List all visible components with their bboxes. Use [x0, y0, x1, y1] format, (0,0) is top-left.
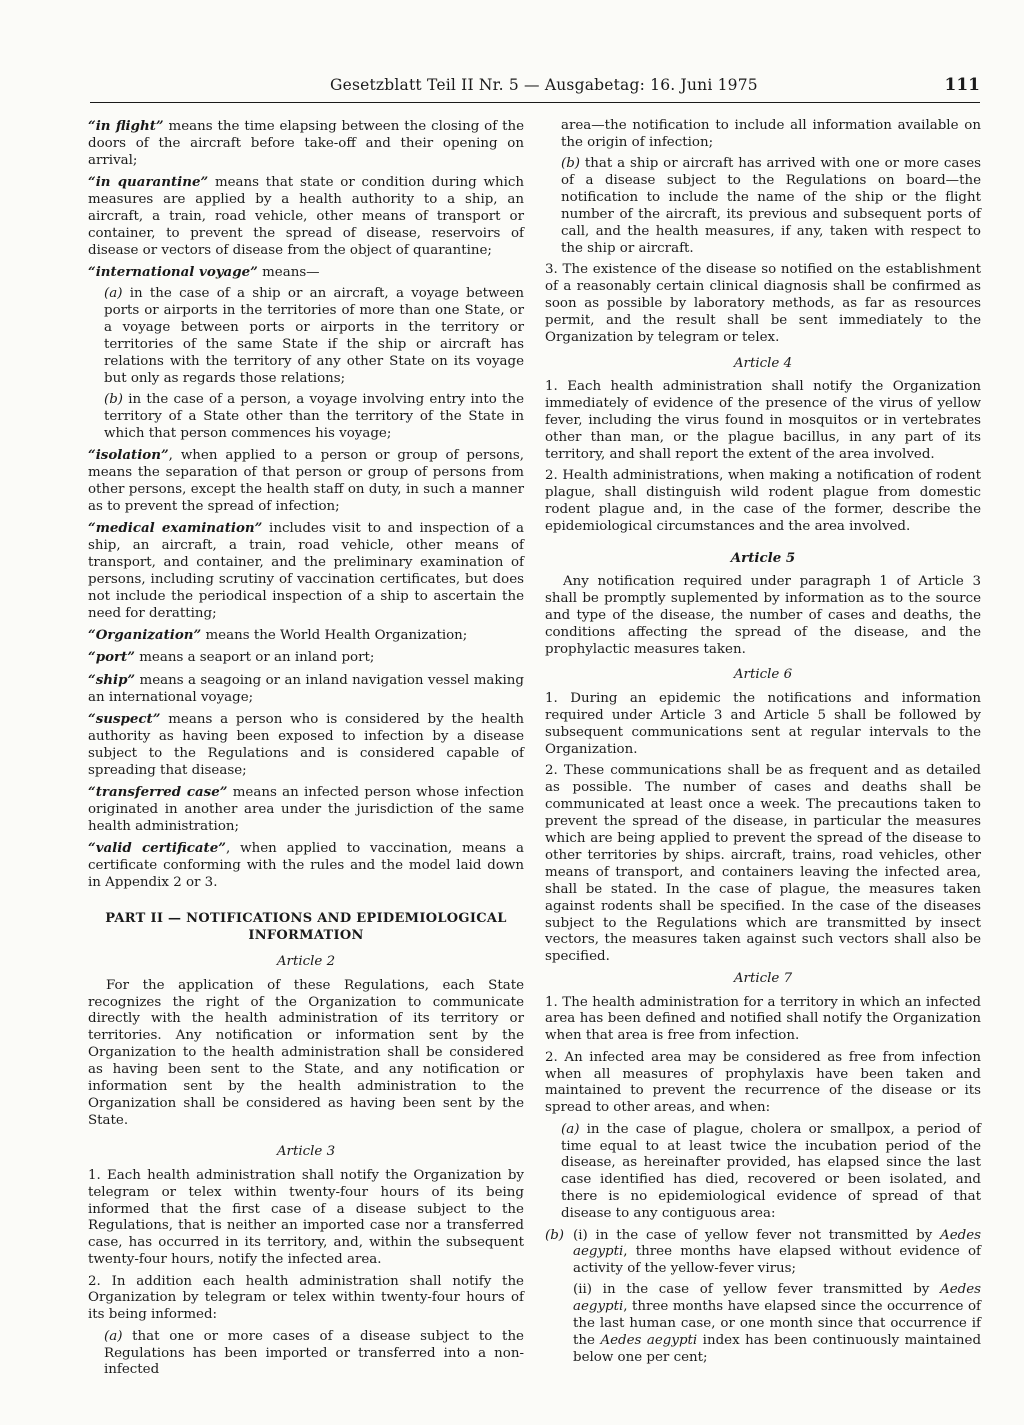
species-name: Aedes aegypti: [600, 1332, 698, 1348]
clause-text: that a ship or aircraft has arrived with one or more cases of a disease subject to the Regulations on board—the notification to include the name of the ship or the flight number of the aircraft, its previous and subsequent ports of call, and the health measures, if any, taken with respect to the ship or aircraft.: [561, 156, 981, 256]
article-heading: Article 6: [733, 667, 793, 683]
article-heading: Article 5: [730, 550, 796, 567]
article-heading: Article 3: [276, 1143, 336, 1159]
definition-text: means the time elapsing between the closing of the doors of the aircraft before take-off and their opening on arrival;: [88, 119, 525, 168]
definition-text: means a person who is considered by the health authority as having been exposed to infection by a disease subject to the Regulations and is considered capable of spreading that disease;: [88, 711, 524, 778]
definition-text: , when applied to a person or group of persons, means the separation of that person or group of persons from other persons, except the health staff on duty, in such a manner as to prevent the spread of infection;: [88, 448, 524, 514]
species-name: Aedes aegypti: [573, 1282, 981, 1315]
definition-term: “transferred case”: [88, 783, 228, 800]
definition-in-quarantine: [88, 174, 524, 260]
clause-text: in the case of a person, a voyage involving entry into the territory of a State other than the territory of the State in which that person commences his voyage;: [104, 392, 524, 441]
clause-label: (a): [561, 1121, 580, 1137]
definition-term: “in quarantine”: [88, 174, 209, 191]
sub-clause-text: (ii) in the case of yellow fever transmitted by: [573, 1282, 941, 1298]
clause-label: (b): [561, 156, 581, 172]
definition-port: [88, 649, 524, 667]
article-paragraph: Any notification required under paragraph 1 of Article 3 shall be promptly suplemented by information as to the source and type of the disease, the number of cases and deaths, the conditions affecting the spread of the disease, and the prophylactic measures taken.: [545, 573, 981, 657]
definition-transferred-case: [88, 784, 524, 836]
sub-clause-text: , three months have elapsed without evidence of activity of the yellow-fever virus;: [573, 1244, 981, 1277]
sub-clause-ii: [573, 1282, 981, 1367]
gazette-title: Gesetzblatt Teil II Nr. 5 — Ausgabetag: 16. Juni 1975: [330, 76, 758, 94]
voyage-clause-a: [88, 286, 524, 387]
article-clause-b: [545, 1228, 981, 1371]
article-paragraph: 2. An infected area may be considered as free from infection when all measures of prophylaxis have been taken and maintained to prevent the recurrence of the disease or its spread to other areas, and when:: [545, 1049, 981, 1116]
article-paragraph: For the application of these Regulations, each State recognizes the right of the Organization to communicate directly with the health administration of its territory or territories. Any notification or information sent by the Organization to the health administration shall be considered as having been sent to the State, and any notification or information sent by the health administration to the Organization shall be considered as having been sent by the State.: [88, 977, 524, 1128]
voyage-clause-b: [88, 392, 524, 443]
definition-text: means a seagoing or an inland navigation vessel making an international voyage;: [88, 672, 524, 705]
article-heading: Article 2: [276, 953, 336, 969]
article-clause-continued: area—the notification to include all information available on the origin of infection;: [561, 118, 981, 150]
definition-text: , when applied to vaccination, means a certificate conforming with the rules and the model laid down in Appendix 2 or 3.: [88, 841, 524, 890]
definition-organization: [88, 627, 524, 645]
definition-valid-certificate: [88, 840, 524, 892]
definition-text: means that state or condition during which measures are applied by a health authority to a ship, an aircraft, a train, road vehicle, other means of transport or container, to prevent the spread of disease, reservoirs of disease or vectors of disease from the object of quarantine;: [88, 175, 524, 258]
clause-text: that one or more cases of a disease subject to the Regulations has been imported or transferred into a non-infected: [104, 1328, 524, 1378]
page-header: [90, 72, 980, 103]
definition-term: “in flight”: [88, 118, 164, 134]
definition-text: means a seaport or an inland port;: [134, 650, 375, 666]
definition-isolation: [88, 447, 524, 516]
definition-medical-examination: [88, 520, 524, 622]
definition-term: “ship”: [88, 671, 136, 688]
definition-ship: [88, 672, 524, 707]
definition-term: “international voyage”: [88, 264, 258, 281]
article-paragraph: 3. The existence of the disease so notified on the establishment of a reasonably certain clinical diagnosis shall be confirmed as soon as possible by laboratory methods, as far as resources permit, and the result shall be sent immediately to the Organization by telegram or telex.: [545, 262, 981, 345]
article-heading: Article 4: [733, 355, 793, 371]
clause-label: (b): [104, 392, 124, 408]
clause-label: (a): [104, 1328, 123, 1344]
article-paragraph: 2. Health administrations, when making a notification of rodent plague, shall distinguish wild rodent plague from domestic rodent plague and, in the case of the former, describe the epidemiological circumstances and the area involved.: [545, 468, 981, 535]
left-column: [88, 118, 524, 1384]
definition-term: “medical examination”: [88, 520, 263, 537]
article-paragraph: 1. Each health administration shall notify the Organization by telegram or telex within twenty-four hours of its being informed that the first case of a disease subject to the Regulations, that is neither an imported case nor a transferred case, has occurred in its territory, and, within the subsequent twenty-four hours, notify the infected area.: [88, 1167, 524, 1268]
definition-international-voyage: [88, 264, 524, 282]
article-paragraph: 1. The health administration for a territory in which an infected area has been defined and notified shall notify the Organization when that area is free from infection.: [545, 994, 981, 1044]
definition-text: means—: [257, 265, 320, 281]
definition-text: means the World Health Organization;: [201, 628, 468, 644]
clause-text: in the case of a ship or an aircraft, a voyage between ports or airports in the territories of more than one State, or a voyage between ports or airports in the territory or territories of the same State if the ship or aircraft has relations with the territory of any other State on its voyage but only as regards those relations;: [104, 286, 524, 386]
article-paragraph: 1. During an epidemic the notifications and information required under Article 3 and Article 5 shall be followed by subsequent communications sent at regular intervals to the Organization.: [545, 691, 981, 758]
definition-suspect: [88, 711, 524, 780]
article-clause: [88, 1329, 524, 1380]
article-clause: [545, 156, 981, 257]
definition-term: “isolation”: [88, 447, 169, 464]
article-paragraph: 2. These communications shall be as frequent and as detailed as possible. The number of cases and deaths shall be communicated at least once a week. The precautions taken to prevent the spread of the disease, in particular the measures which are being applied to prevent the spread of the disease to other territories by ships. aircraft, trains, road vehicles, other means of transport, and containers leaving the infected area, shall be stated. In the case of plague, the measures taken against rodents shall be specified. In the case of the diseases subject to the Regulations which are transmitted by insect vectors, the measures taken against such vectors shall also be specified.: [545, 763, 981, 965]
clause-text: in the case of plague, cholera or smallpox, a period of time equal to at least twice the incubation period of the disease, as hereinafter provided, has elapsed since the last case identified has died, recovered or been isolated, and there is no epidemiological evidence of spread of that disease to any contiguous area:: [561, 1121, 981, 1222]
species-name: Aedes aegypti: [573, 1227, 981, 1260]
article-paragraph: 2. In addition each health administration shall notify the Organization by telegram or telex within twenty-four hours of its being informed:: [88, 1273, 524, 1323]
sub-clause-i: [573, 1228, 981, 1279]
sub-clause-text: , three months have elapsed since the occurrence of the last human case, or one month since that occurrence if the: [573, 1299, 981, 1348]
article-heading: Article 7: [733, 970, 793, 986]
clause-label: (a): [104, 286, 123, 302]
sub-clause-text: index has been continuously maintained below one per cent;: [573, 1332, 982, 1365]
page-number: 111: [944, 75, 980, 95]
definition-term: “port”: [88, 649, 135, 666]
definition-in-flight: [88, 118, 524, 170]
definition-text: means an infected person whose infection originated in another area under the jurisdiction of the same health administration;: [88, 784, 524, 834]
clause-label: (b): [545, 1227, 565, 1243]
right-column: [545, 118, 981, 1371]
definition-text: includes visit to and inspection of a ship, an aircraft, a train, road vehicle, other means of transport, and container, and the preliminary examination of persons, including scrutiny of vaccination certificates, but does not include the periodical inspection of a ship to ascertain the need for deratting;: [88, 521, 524, 621]
part-heading: PART II — NOTIFICATIONS AND EPIDEMIOLOGICAL INFORMATION: [105, 910, 507, 943]
article-paragraph: 1. Each health administration shall notify the Organization immediately of evidence of the presence of the virus of yellow fever, including the virus found in mosquitos or in vertebrates other than man, or the plague bacillus, in any part of its territory, and shall report the extent of the area involved.: [545, 379, 981, 463]
definition-term: “valid certificate”: [88, 840, 226, 857]
article-clause: [545, 1122, 981, 1223]
sub-clause-text: (i) in the case of yellow fever not transmitted by: [573, 1227, 941, 1243]
definition-term: “Organization”: [88, 627, 202, 644]
definition-term: “suspect”: [88, 710, 161, 727]
